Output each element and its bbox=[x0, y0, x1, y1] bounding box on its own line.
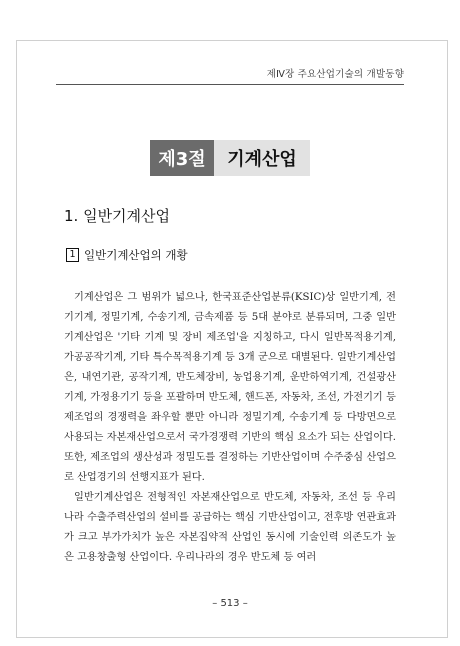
section-title: 기계산업 bbox=[214, 140, 310, 176]
heading-level2 bbox=[66, 247, 188, 263]
body-text bbox=[64, 288, 396, 568]
section-number: 제3절 bbox=[150, 140, 214, 176]
boxed-number: 1 bbox=[66, 248, 79, 262]
heading-level2-text: 일반기계산업의 개황 bbox=[84, 248, 188, 262]
heading-level1: 1. 일반기계산업 bbox=[64, 207, 171, 225]
header-rule bbox=[56, 84, 404, 85]
page-number: – 513 – bbox=[212, 598, 248, 609]
section-banner bbox=[150, 140, 310, 176]
running-header: 제Ⅳ장 주요산업기술의 개발동향 bbox=[266, 69, 404, 80]
paragraph-1: 기계산업은 그 범위가 넓으나, 한국표준산업분류(KSIC)상 일반기계, 전기기계, 정밀기계, 수송기계, 금속제품 등 5대 분야로 분류되며, 그중 일반기계산업은 '기타 기계 및 장비 제조업'을 지칭하고, 다시 일반목적용기계, 가공공작기계, 기타 특수목적용기계 등 3개 군으로 대별된다. 일반기계산업은, 내연기관, 공작기계, 반도체장비, 농업용기계, 운반하역기계, 건설광산기계, 가정용기기 등을 포괄하며 반도체, 핸드폰, 자동차, 조선, 가전기기 등 제조업의 경쟁력을 좌우할 뿐만 아니라 정밀기계, 수송기계 등 다방면으로 사용되는 자본재산업으로서 국가경쟁력 기반의 핵심 요소가 되는 산업이다. 또한, 제조업의 생산성과 정밀도를 결정하는 기반산업이며 수주중심 산업으로 산업경기의 선행지표가 된다. bbox=[64, 292, 396, 483]
paragraph-2: 일반기계산업은 전형적인 자본재산업으로 반도체, 자동차, 조선 등 우리나라 수출주력산업의 설비를 공급하는 핵심 기반산업이고, 전후방 연관효과가 크고 부가가치가 높은 자본집약적 산업인 동시에 기술인력 의존도가 높은 고용창출형 산업이다. 우리나라의 경우 반도체 등 여러 bbox=[64, 492, 396, 563]
